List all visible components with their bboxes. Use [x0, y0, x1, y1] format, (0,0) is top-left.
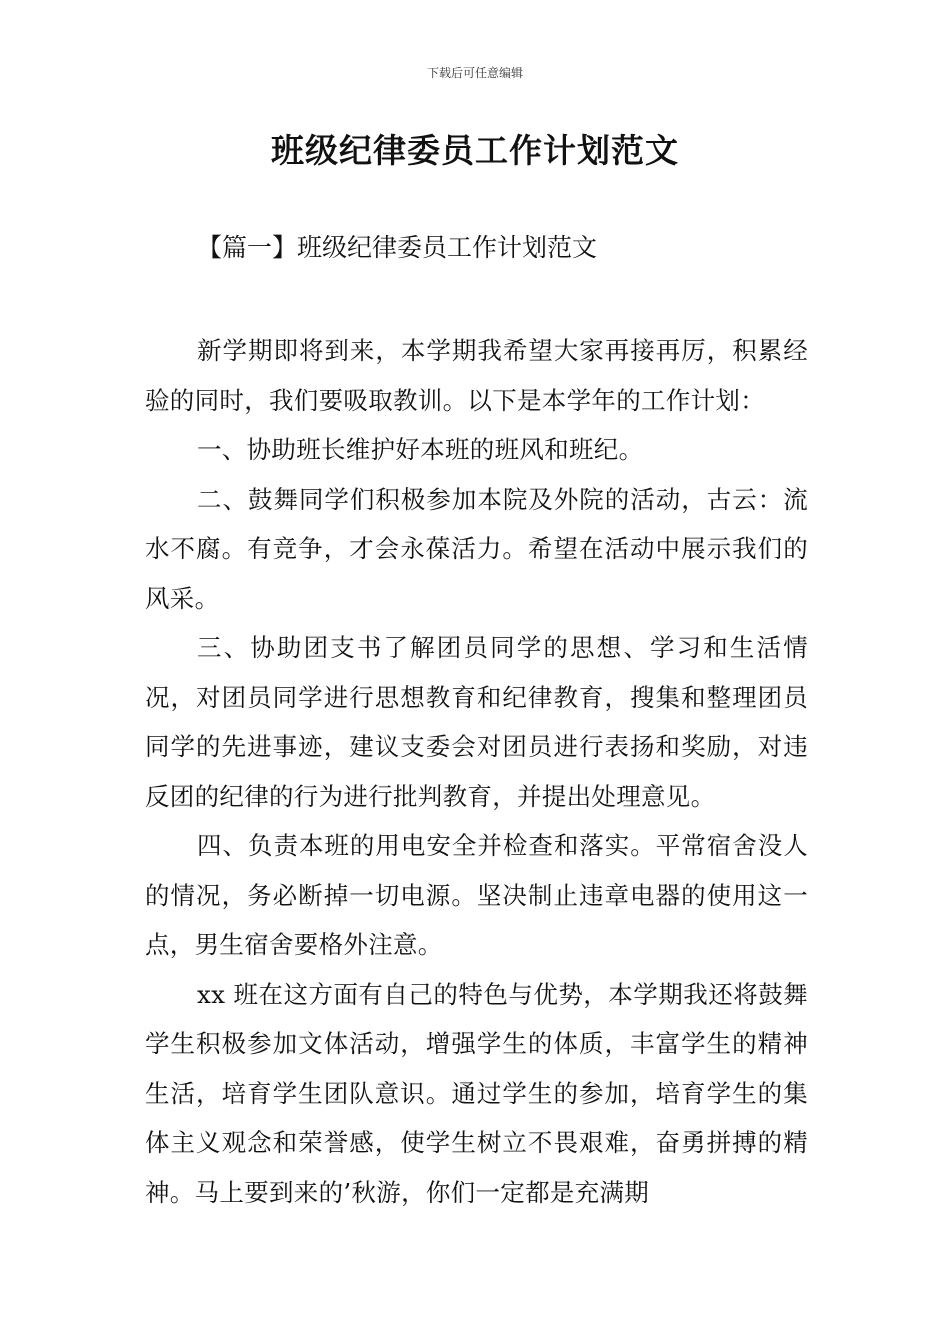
- document-title: 班级纪律委员工作计划范文: [271, 131, 679, 170]
- paragraph-intro: 新学期即将到来，本学期我希望大家再接再厉，积累经验的同时，我们要吸取教训。以下是本学年的工作计划：: [145, 336, 808, 415]
- paragraph-item-3: 三、协助团支书了解团员同学的思想、学习和生活情况，对团员同学进行思想教育和纪律教育，搜集和整理团员同学的先进事迹，建议支委会对团员进行表扬和奖励，对违反团的纪律的行为进行批判教育，并提出处理意见。: [145, 633, 808, 811]
- paragraph-item-2: 二、鼓舞同学们积极参加本院及外院的活动，古云：流水不腐。有竞争，才会永葆活力。希望在活动中展示我们的风采。: [145, 484, 808, 613]
- paragraph-class-activities: xx 班在这方面有自己的特色与优势，本学期我还将鼓舞学生积极参加文体活动，增强学生的体质，丰富学生的精神生活，培育学生团队意识。通过学生的参加，培育学生的集体主义观念和荣誉感，使学生树立不畏艰难，奋勇拼搏的精神。马上要到来的’秋游，你们一定都是充满期: [145, 979, 808, 1207]
- paragraph-item-1: 一、协助班长维护好本班的班风和班纪。: [197, 435, 644, 464]
- page-header-note: 下载后可任意编辑: [426, 66, 523, 80]
- section-heading: 【篇一】班级纪律委员工作计划范文: [197, 233, 598, 262]
- document-body: [145, 326, 808, 1217]
- paragraph-item-4: 四、负责本班的用电安全并检查和落实。平常宿舍没人的情况，务必断掉一切电源。坚决制止违章电器的使用这一点，男生宿舍要格外注意。: [145, 831, 808, 959]
